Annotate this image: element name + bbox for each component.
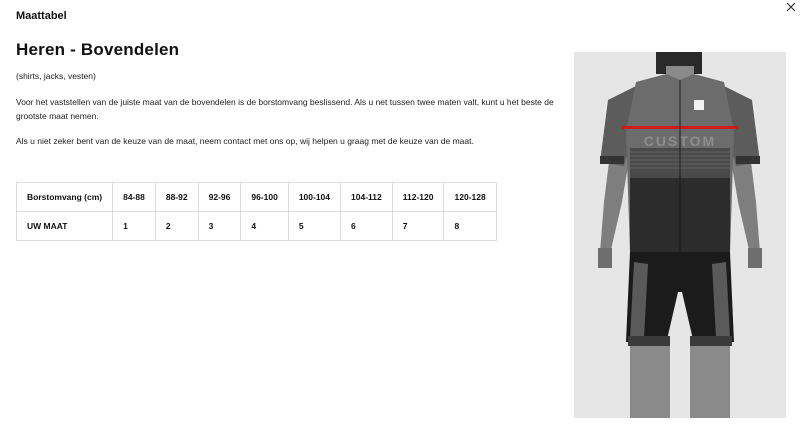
close-icon[interactable] [784,0,798,14]
table-cell: 6 [341,212,393,241]
table-row-header: UW MAAT [17,212,113,241]
size-table [16,182,497,241]
subtitle: (shirts, jacks, vesten) [16,71,96,81]
size-instruction-text: Voor het vaststellen van de juiste maat van de bovendelen is de borstomvang beslissend. Als u net tussen twee maten valt, kunt u het beste de grootste maat nemen. [16,97,554,121]
table-cell: 5 [288,212,340,241]
table-cell: 7 [392,212,444,241]
table-row-header: Borstomvang (cm) [17,183,113,212]
table-cell: 2 [155,212,198,241]
close-button[interactable] [784,0,798,14]
contact-help-text: Als u niet zeker bent van de keuze van de maat, neem contact met ons op, wij helpen u graag met de keuze van de maat. [16,136,474,146]
table-cell: 104-112 [341,183,393,212]
table-cell: 120-128 [444,183,496,212]
product-photo [574,52,786,418]
table-cell: 88-92 [155,183,198,212]
table-cell: 4 [241,212,288,241]
table-cell: 8 [444,212,496,241]
table-cell: 3 [198,212,241,241]
table-row-chest [17,183,497,212]
table-row-size [17,212,497,241]
modal-title: Maattabel [16,10,67,22]
table-cell: 92-96 [198,183,241,212]
table-cell: 112-120 [392,183,444,212]
table-cell: 100-104 [288,183,340,212]
jersey-print-text: CUSTOM [643,133,717,149]
table-cell: 96-100 [241,183,288,212]
table-cell: 84-88 [113,183,156,212]
cyclist-model-image [574,52,786,418]
table-cell: 1 [113,212,156,241]
page-title: Heren - Bovendelen [16,40,180,59]
